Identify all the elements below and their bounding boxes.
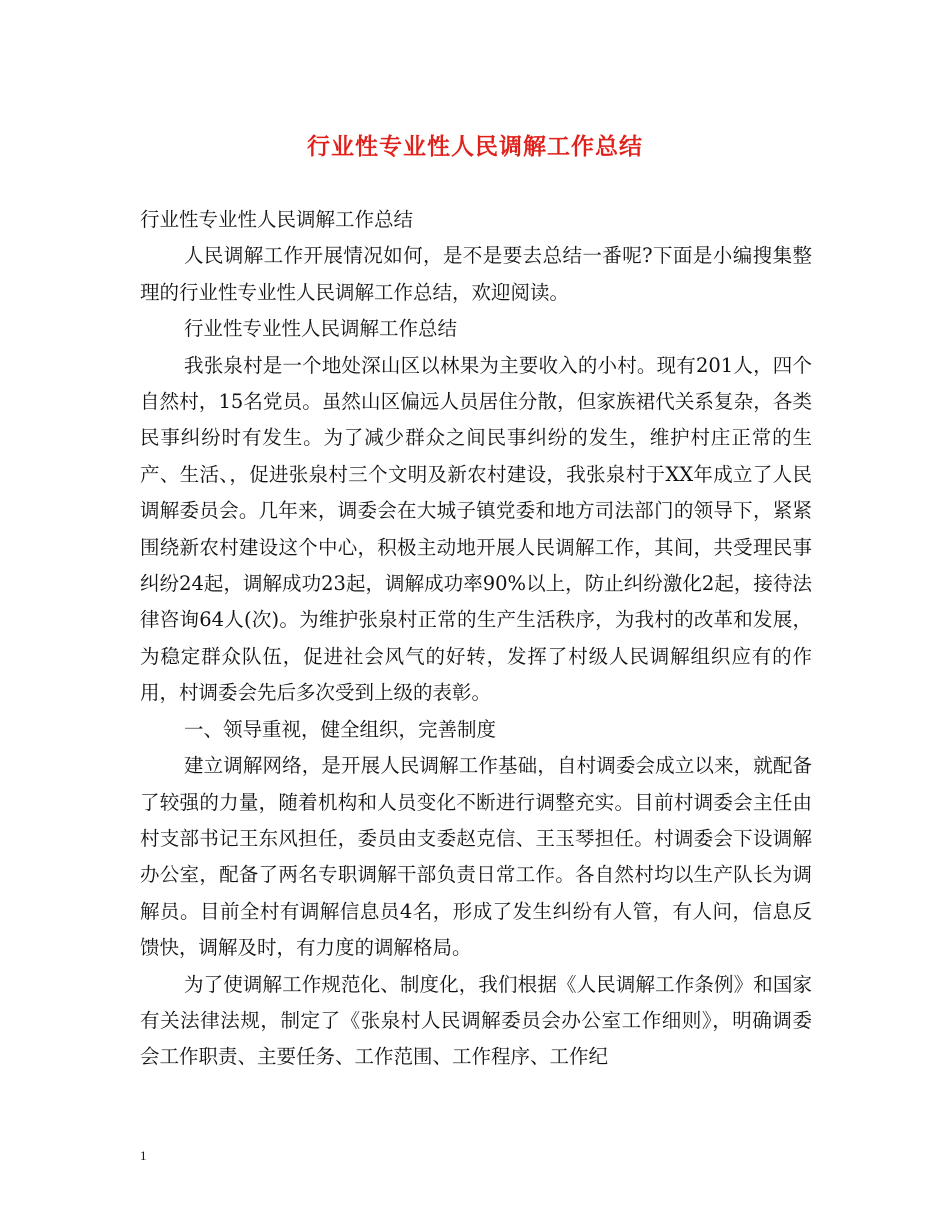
- section-heading: 一、领导重视，健全组织，完善制度: [184, 717, 497, 741]
- paragraph: 我张泉村是一个地处深山区以林果为主要收入的小村。现有201人，四个自然村，15名党员。虽然山区偏远人员居住分散，但家族裙代关系复杂，各类民事纠纷时有发生。为了减少群众之间民事纠纷的发生，维护村庄正常的生产、生活、，促进张泉村三个文明及新农村建设，我张泉村于XX年成立了人民调解委员会。几年来，调委会在大城子镇党委和地方司法部门的领导下，紧紧围绕新农村建设这个中心，积极主动地开展人民调解工作，其间，共受理民事纠纷24起，调解成功23起，调解成功率90%以上，防止纠纷激化2起，接待法律咨询64人(次)。为维护张泉村正常的生产生活秩序，为我村的改革和发展，为稳定群众队伍，促进社会风气的好转，发挥了村级人民调解组织应有的作用，村调委会先后多次受到上级的表彰。: [140, 353, 812, 705]
- paragraph: 为了使调解工作规范化、制度化，我们根据《人民调解工作条例》和国家有关法律法规，制定了《张泉村人民调解委员会办公室工作细则》，明确调委会工作职责、主要任务、工作范围、工作程序、工作纪: [140, 972, 812, 1069]
- page-number: 1: [140, 1148, 147, 1163]
- paragraph: 人民调解工作开展情况如何，是不是要去总结一番呢?下面是小编搜集整理的行业性专业性人民调解工作总结，欢迎阅读。: [140, 244, 812, 304]
- document-body: [140, 202, 812, 1076]
- paragraph: 行业性专业性人民调解工作总结: [184, 317, 458, 341]
- paragraph: 行业性专业性人民调解工作总结: [140, 208, 414, 231]
- document-title: 行业性专业性人民调解工作总结: [307, 133, 643, 160]
- paragraph: 建立调解网络，是开展人民调解工作基础，自村调委会成立以来，就配备了较强的力量，随着机构和人员变化不断进行调整充实。目前村调委会主任由村支部书记王东风担任，委员由支委赵克信、王玉琴担任。村调委会下设调解办公室，配备了两名专职调解干部负责日常工作。各自然村均以生产队长为调解员。目前全村有调解信息员4名，形成了发生纠纷有人管，有人问，信息反馈快，调解及时，有力度的调解格局。: [140, 754, 812, 960]
